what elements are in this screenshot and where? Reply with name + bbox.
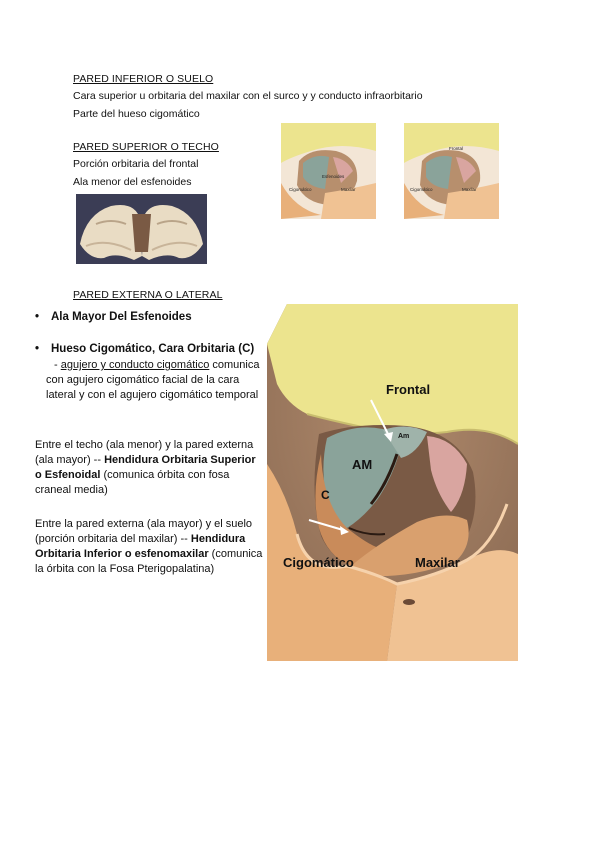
- label-cigomatico: Cigomático: [283, 555, 354, 570]
- p2-line3-b: (comunica: [208, 548, 263, 560]
- p1-line2-a: (ala mayor) --: [35, 454, 105, 466]
- zygomatic-line3: lateral y con el agujero cigomático temporal: [46, 389, 259, 401]
- bullet-dot: •: [35, 311, 40, 323]
- heading-pared-externa: PARED EXTERNA O LATERAL: [73, 289, 223, 301]
- p2-line2: [35, 532, 264, 547]
- label-frontal: Frontal: [386, 382, 431, 397]
- sphenoid-bone-image: [76, 194, 207, 264]
- hendidura-orbitaria-superior: Hendidura Orbitaria Superior: [104, 454, 256, 466]
- p2-line1: Entre la pared externa (ala mayor) y el suelo: [35, 518, 253, 530]
- hendidura-label: Hendidura: [190, 533, 246, 545]
- paragraph-hendidura-superior: [35, 438, 264, 498]
- p2-line4: la órbita con la Fosa Pterigopalatina): [35, 563, 215, 575]
- agujero-conducto-cigomatico: agujero y conducto cigomático: [60, 359, 210, 371]
- esfenoidal: o Esfenoidal: [35, 469, 101, 481]
- zygomatic-canal-description: [46, 358, 264, 403]
- p1-line3: [35, 468, 264, 483]
- zygomatic-line2: con agujero cigomático facial de la cara: [46, 374, 240, 386]
- bullet-ala-mayor: [35, 311, 192, 323]
- small-orbit-figure-right: [404, 123, 499, 219]
- small-left-label-cigomatico: Cigomático: [289, 187, 312, 192]
- text-inferior-line1: Cara superior u orbitaria del maxilar con el surco y y conducto infraorbitario: [73, 90, 423, 102]
- label-am-small: Am: [398, 433, 410, 440]
- bullet-ala-mayor-text: Ala Mayor Del Esfenoides: [51, 311, 192, 323]
- comunica-text: comunica: [209, 359, 260, 371]
- orbitaria-inferior-esfenomaxilar: Orbitaria Inferior o esfenomaxilar: [35, 548, 209, 560]
- bullet-dot: •: [35, 343, 40, 355]
- label-maxilar: Maxilar: [415, 555, 460, 570]
- small-left-label-maxilar: Maxilar: [341, 187, 356, 192]
- paragraph-hendidura-inferior: [35, 517, 264, 577]
- heading-pared-superior: PARED SUPERIOR O TECHO: [73, 141, 219, 153]
- p1-line2: [35, 453, 264, 468]
- p1-line4: craneal media): [35, 484, 108, 496]
- p2-line2-a: (porción orbitaria del maxilar) --: [35, 533, 191, 545]
- p1-line1: Entre el techo (ala menor) y la pared externa: [35, 439, 254, 451]
- p2-line3: [35, 547, 264, 562]
- p1-line3-b: (comunica órbita con fosa: [100, 469, 230, 481]
- zygomatic-line1: [46, 358, 264, 373]
- dash: -: [54, 359, 61, 371]
- small-right-label-frontal: Frontal: [449, 146, 464, 151]
- label-c: C: [321, 488, 330, 502]
- text-inferior-line2: Parte del hueso cigomático: [73, 108, 200, 120]
- heading-pared-inferior: PARED INFERIOR O SUELO: [73, 73, 214, 85]
- small-right-label-maxilar: Maxilar: [462, 187, 477, 192]
- text-superior-line2: Ala menor del esfenoides: [73, 176, 192, 188]
- small-right-label-cigomatico: Cigomático: [410, 187, 433, 192]
- text-superior-line1: Porción orbitaria del frontal: [73, 158, 199, 170]
- small-orbit-figure-left: [281, 123, 376, 219]
- orbit-lateral-wall-figure: [267, 304, 518, 661]
- small-left-label-esfenoides: Esfenoides: [322, 174, 345, 179]
- label-am-big: AM: [352, 457, 373, 472]
- bullet-hueso-cigomatico-text: Hueso Cigomático, Cara Orbitaria (C): [51, 343, 255, 355]
- bullet-hueso-cigomatico: [35, 343, 254, 355]
